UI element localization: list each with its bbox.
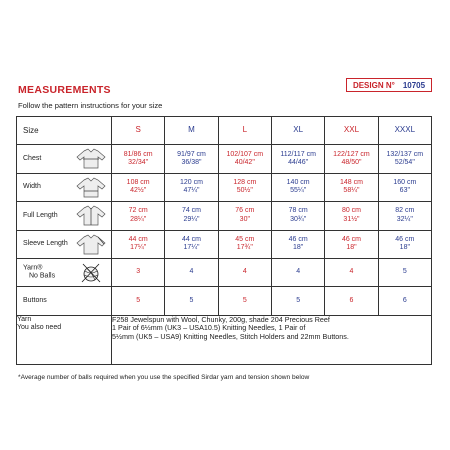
cell-buttons-s: 5: [112, 287, 165, 315]
row-label-buttons: Buttons: [17, 287, 112, 315]
cell-sleeve-m: 44 cm 17¼": [165, 230, 218, 258]
row-label-chest: Chest: [17, 145, 112, 173]
size-header-s: S: [112, 117, 165, 145]
size-header-xxl: XXL: [325, 117, 378, 145]
size-label-cell: Size: [17, 117, 112, 145]
needles-text-line2: 5½mm (UK5 – USA9) Knitting Needles, Stitch Holders and 22mm Buttons.: [112, 331, 349, 341]
size-header-xxxl: XXXL: [378, 117, 431, 145]
cell-length-l: 76 cm 30": [218, 202, 271, 230]
yarn-label: Yarn: [17, 315, 32, 323]
cell-width-m: 120 cm 47¼": [165, 173, 218, 201]
cell-buttons-l: 5: [218, 287, 271, 315]
size-header-row: [17, 117, 432, 145]
instruction-text: Follow the pattern instructions for your size: [18, 101, 163, 110]
design-number-box: [346, 78, 432, 92]
cell-buttons-xl: 5: [271, 287, 324, 315]
footnote: *Average number of balls required when you use the specified Sirdar yarn and tension shown below: [18, 374, 310, 381]
cell-width-s: 108 cm 42½": [112, 173, 165, 201]
yarn-text: F258 Jewelspun with Wool, Chunky, 200g, shade 204 Precious Reef: [112, 314, 330, 324]
cell-balls-xxxl: 5: [378, 258, 431, 286]
cell-length-xxxl: 82 cm 32¼": [378, 202, 431, 230]
cell-length-s: 72 cm 28¼": [112, 202, 165, 230]
cell-width-xl: 140 cm 55¼": [271, 173, 324, 201]
cell-sleeve-xxl: 46 cm 18": [325, 230, 378, 258]
page-title: MEASUREMENTS: [18, 84, 111, 96]
sweater-width-icon: [74, 177, 108, 198]
cell-chest-m: 91/97 cm 36/38": [165, 145, 218, 173]
table-row-width: [17, 173, 432, 201]
cell-length-xxl: 80 cm 31½": [325, 202, 378, 230]
cell-width-l: 128 cm 50½": [218, 173, 271, 201]
table-row-sleeve-length: [17, 230, 432, 258]
row-label-width: Width: [17, 173, 112, 201]
sweater-chest-icon: [74, 148, 108, 169]
row-label-full-length: Full Length: [17, 202, 112, 230]
cell-width-xxl: 148 cm 58¼": [325, 173, 378, 201]
cell-chest-xxl: 122/127 cm 48/50": [325, 145, 378, 173]
sweater-length-icon: [74, 205, 108, 226]
cell-balls-m: 4: [165, 258, 218, 286]
cell-length-xl: 78 cm 30¾": [271, 202, 324, 230]
measurements-table: [16, 116, 432, 365]
table-row-materials: [17, 315, 432, 364]
table-row-full-length: [17, 202, 432, 230]
design-label: DESIGN N°: [352, 80, 395, 90]
also-need-label: You also need: [17, 324, 62, 332]
yarn-ball-icon: [74, 262, 108, 283]
cell-sleeve-xl: 46 cm 18": [271, 230, 324, 258]
needles-text-line1: 1 Pair of 6½mm (UK3 – USA10.5) Knitting Needles, 1 Pair of: [112, 323, 306, 333]
cell-buttons-m: 5: [165, 287, 218, 315]
cell-length-m: 74 cm 29¼": [165, 202, 218, 230]
size-header-xl: XL: [271, 117, 324, 145]
cell-balls-xl: 4: [271, 258, 324, 286]
cell-balls-s: 3: [112, 258, 165, 286]
row-label-sleeve-length: Sleeve Length: [17, 230, 112, 258]
row-label-yarn-balls: Yarn® No Balls: [17, 258, 112, 286]
table-row-buttons: [17, 287, 432, 315]
cell-balls-l: 4: [218, 258, 271, 286]
cell-sleeve-s: 44 cm 17¼": [112, 230, 165, 258]
cell-sleeve-l: 45 cm 17¾": [218, 230, 271, 258]
cell-buttons-xxxl: 6: [378, 287, 431, 315]
cell-balls-xxl: 4: [325, 258, 378, 286]
design-number: 10705: [402, 80, 426, 90]
size-header-m: M: [165, 117, 218, 145]
cell-chest-s: 81/86 cm 32/34": [112, 145, 165, 173]
cell-chest-xl: 112/117 cm 44/46": [271, 145, 324, 173]
materials-label-cell: [17, 315, 112, 364]
cell-chest-l: 102/107 cm 40/42": [218, 145, 271, 173]
cell-chest-xxxl: 132/137 cm 52/54": [378, 145, 431, 173]
cell-sleeve-xxxl: 46 cm 18": [378, 230, 431, 258]
materials-text-cell: [112, 315, 432, 364]
table-row-chest: [17, 145, 432, 173]
cell-width-xxxl: 160 cm 63": [378, 173, 431, 201]
size-header-l: L: [218, 117, 271, 145]
table-row-yarn-balls: [17, 258, 432, 286]
sweater-sleeve-icon: [74, 234, 108, 255]
cell-buttons-xxl: 6: [325, 287, 378, 315]
